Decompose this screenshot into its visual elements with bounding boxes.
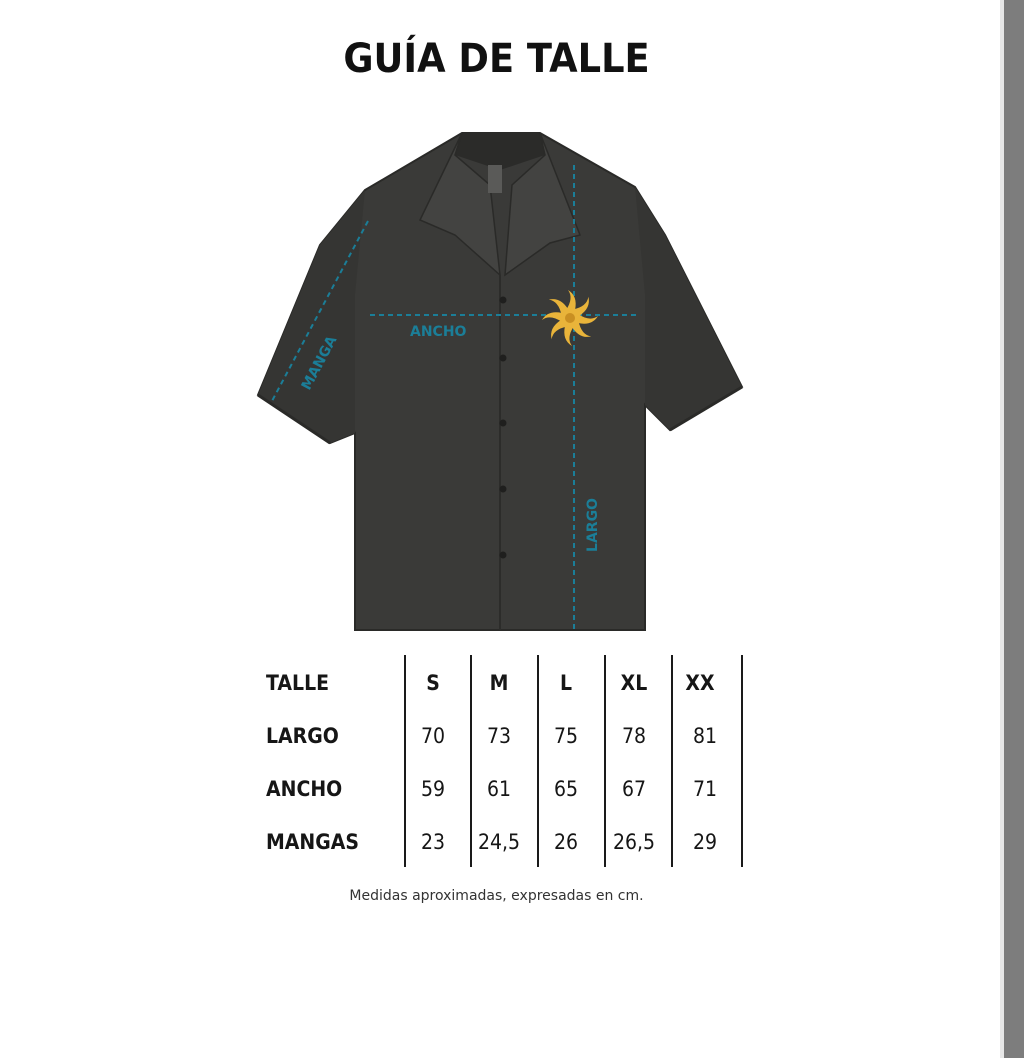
table-cell: 61: [486, 777, 512, 801]
measurement-footnote: Medidas aproximadas, expresadas en cm.: [349, 888, 644, 904]
page-title: GUÍA DE TALLE: [343, 36, 650, 82]
table-cell: 59: [420, 777, 446, 801]
row-label-largo: LARGO: [266, 724, 339, 748]
table-divider: [741, 655, 743, 867]
row-label-mangas: MANGAS: [266, 830, 360, 854]
table-header-label: TALLE: [266, 671, 330, 695]
size-header-m: M: [489, 671, 509, 695]
table-cell: 67: [621, 777, 647, 801]
table-cell: 65: [553, 777, 579, 801]
length-measure-label: LARGO: [585, 498, 601, 552]
table-cell: 81: [692, 724, 718, 748]
shirt-illustration: [250, 125, 750, 640]
size-header-xl: XL: [620, 671, 648, 695]
table-cell: 70: [420, 724, 446, 748]
size-header-l: L: [559, 671, 573, 695]
table-cell: 24,5: [477, 830, 521, 854]
table-cell: 29: [692, 830, 718, 854]
size-table: [260, 655, 750, 870]
table-cell: 75: [553, 724, 579, 748]
table-cell: 71: [692, 777, 718, 801]
table-cell: 26: [553, 830, 579, 854]
sleeve-measure-label: MANGA: [298, 333, 341, 393]
size-header-xx: XX: [685, 671, 715, 695]
width-measure-label: ANCHO: [410, 324, 467, 340]
row-label-ancho: ANCHO: [266, 777, 343, 801]
table-cell: 73: [486, 724, 512, 748]
size-header-s: S: [426, 671, 440, 695]
table-cell: 26,5: [612, 830, 656, 854]
table-cell: 23: [420, 830, 446, 854]
scrollbar[interactable]: [1004, 0, 1024, 1058]
table-cell: 78: [621, 724, 647, 748]
